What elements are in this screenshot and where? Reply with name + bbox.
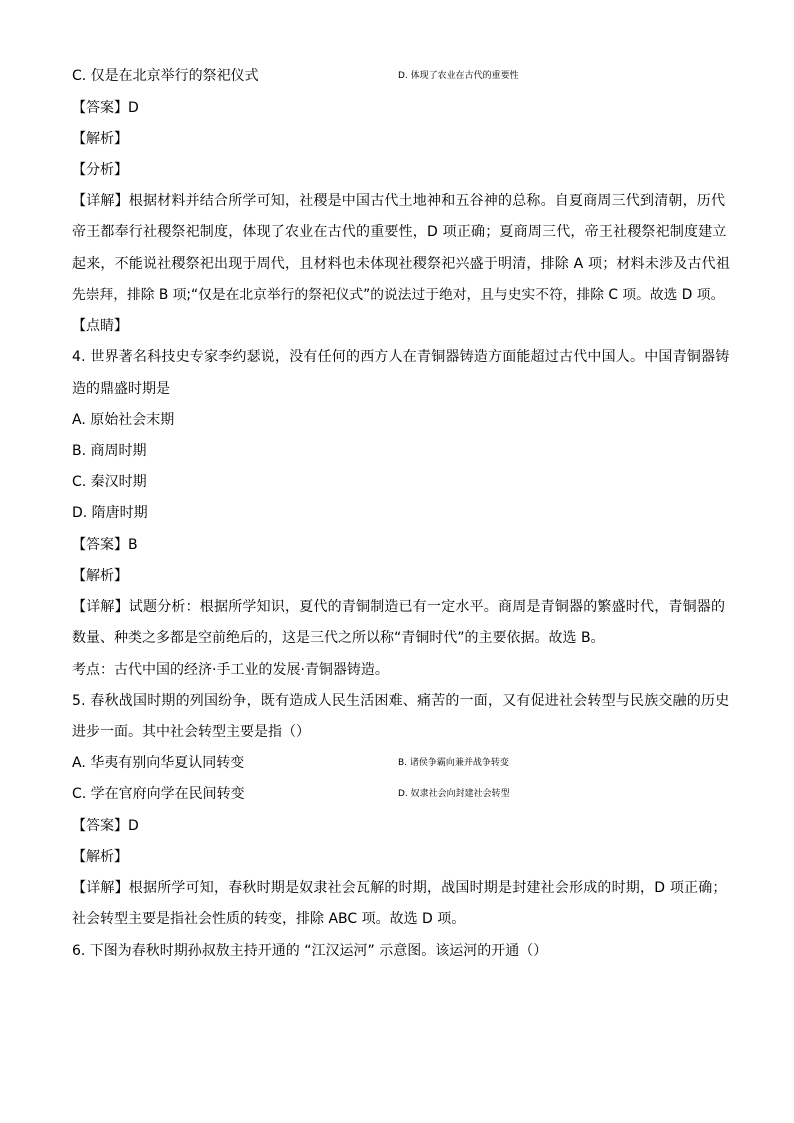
q5-option-d: D. 奴隶社会向封建社会转型 [398, 789, 510, 799]
q3-option-d: D. 体现了农业在古代的重要性 [398, 71, 519, 81]
q3-answer: 【答案】D [72, 100, 139, 116]
q5-option-c: C. 学在官府向学在民间转变 [72, 786, 245, 802]
q4-kaodian: 考点：古代中国的经济·手工业的发展·青铜器铸造。 [72, 662, 389, 678]
q3-option-c: C. 仅是在北京举行的祭祀仪式 [72, 68, 259, 84]
q5-stem-line: 5. 春秋战国时期的列国纷争，既有造成人民生活困难、痛苦的一面，又有促进社会转型与民族交融的历史 [72, 693, 730, 709]
q5-stem-line: 进步一面。其中社会转型主要是指（） [72, 724, 310, 740]
q4-stem-line: 4. 世界著名科技史专家李约瑟说，没有任何的西方人在青铜器铸造方面能超过古代中国人。中国青铜器铸 [72, 349, 730, 365]
q4-analysis-label: 【解析】 [72, 568, 128, 584]
q4-detail-line: 数量、种类之多都是空前绝后的，这是三代之所以称“青铜时代”的主要依据。故选 B。 [72, 630, 605, 646]
q4-stem-line: 造的鼎盛时期是 [72, 381, 170, 397]
q5-answer: 【答案】D [72, 818, 139, 834]
q5-analysis-label: 【解析】 [72, 849, 128, 865]
q4-answer: 【答案】B [72, 537, 138, 553]
q3-dianjing-label: 【点睛】 [72, 318, 128, 334]
q4-detail-line: 【详解】试题分析：根据所学知识，夏代的青铜制造已有一定水平。商周是青铜器的繁盛时代，青铜器的 [72, 599, 726, 615]
q5-option-a: A. 华夷有别向华夏认同转变 [72, 755, 245, 771]
q3-detail-line: 起来，不能说社稷祭祀出现于周代，且材料也未体现社稷祭祀兴盛于明清，排除 A 项；材料未涉及古代祖 [72, 256, 731, 272]
q4-option-b: B. 商周时期 [72, 443, 147, 459]
q3-fenxi-label: 【分析】 [72, 162, 128, 178]
q5-detail-line: 社会转型主要是指社会性质的转变，排除 ABC 项。故选 D 项。 [72, 911, 466, 927]
q5-detail-line: 【详解】根据所学可知，春秋时期是奴隶社会瓦解的时期，战国时期是封建社会形成的时期，D 项正确； [72, 880, 727, 896]
q3-detail-line: 【详解】根据材料并结合所学可知，社稷是中国古代土地神和五谷神的总称。自夏商周三代到清朝，历代 [72, 193, 726, 209]
q4-option-d: D. 隋唐时期 [72, 505, 148, 521]
q3-detail-line: 先崇拜，排除 B 项;“仅是在北京举行的祭祀仪式”的说法过于绝对，且与史实不符，排除 C 项。故选 D 项。 [72, 287, 725, 303]
q3-detail-line: 帝王都奉行社稷祭祀制度，体现了农业在古代的重要性，D 项正确；夏商周三代，帝王社稷祭祀制度建立 [72, 224, 727, 240]
q6-stem: 6. 下图为春秋时期孙叔敖主持开通的 “江汉运河” 示意图。该运河的开通（） [72, 943, 548, 959]
q4-option-c: C. 秦汉时期 [72, 474, 147, 490]
q5-option-b: B. 诸侯争霸向兼并战争转变 [398, 758, 509, 768]
q3-analysis-label: 【解析】 [72, 131, 128, 147]
q4-option-a: A. 原始社会末期 [72, 412, 175, 428]
